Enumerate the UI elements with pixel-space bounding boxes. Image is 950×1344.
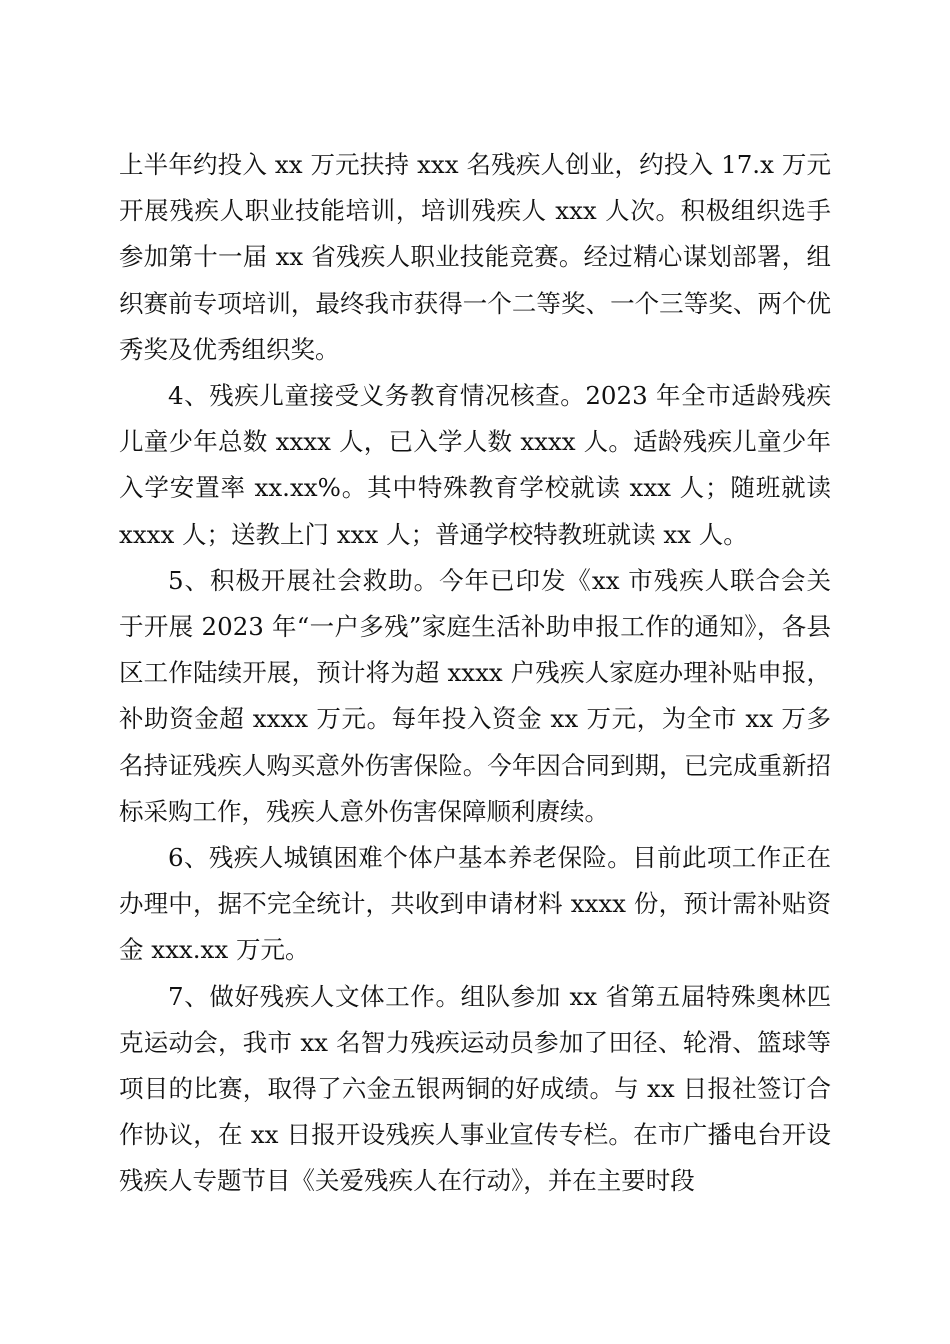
document-body [119, 142, 831, 1205]
paragraph-continued: 上半年约投入 xx 万元扶持 xxx 名残疾人创业，约投入 17.x 万元开展残疾人职业技能培训，培训残疾人 xxx 人次。积极组织选手参加第十一届 xx 省残疾人职业技能竞赛。经过精心谋划部署，组织赛前专项培训，最终我市获得一个二等奖、一个三等奖、两个优秀奖及优秀组织奖。 [119, 150, 831, 364]
paragraph-item-6-pension-insurance: 6、残疾人城镇困难个体户基本养老保险。目前此项工作正在办理中，据不完全统计，共收到申请材料 xxxx 份，预计需补贴资金 xxx.xx 万元。 [119, 843, 831, 965]
paragraph-item-5-social-assistance: 5、积极开展社会救助。今年已印发《xx 市残疾人联合会关于开展 2023 年“一户多残”家庭生活补助申报工作的通知》，各县区工作陆续开展，预计将为超 xxxx 户残疾人家庭办理补贴申报，补助资金超 xxxx 万元。每年投入资金 xx 万元，为全市 xx 万多名持证残疾人购买意外伤害保险。今年因合同到期，已完成重新招标采购工作，残疾人意外伤害保障顺利赓续。 [119, 565, 831, 826]
paragraph-item-7-culture-sports: 7、做好残疾人文体工作。组队参加 xx 省第五届特殊奥林匹克运动会，我市 xx 名智力残疾运动员参加了田径、轮滑、篮球等项目的比赛，取得了六金五银两铜的好成绩。与 xx 日报社签订合作协议，在 xx 日报开设残疾人事业宣传专栏。在市广播电台开设残疾人专题节目《关爱残疾人在行动》，并在主要时段 [119, 981, 831, 1196]
paragraph-item-4-compulsory-education: 4、残疾儿童接受义务教育情况核查。2023 年全市适龄残疾儿童少年总数 xxxx 人，已入学人数 xxxx 人。适龄残疾儿童少年入学安置率 xx.xx%。其中特殊教育学校就读 xxx 人；随班就读 xxxx 人；送教上门 xxx 人；普通学校特教班就读 xx 人。 [119, 381, 831, 549]
